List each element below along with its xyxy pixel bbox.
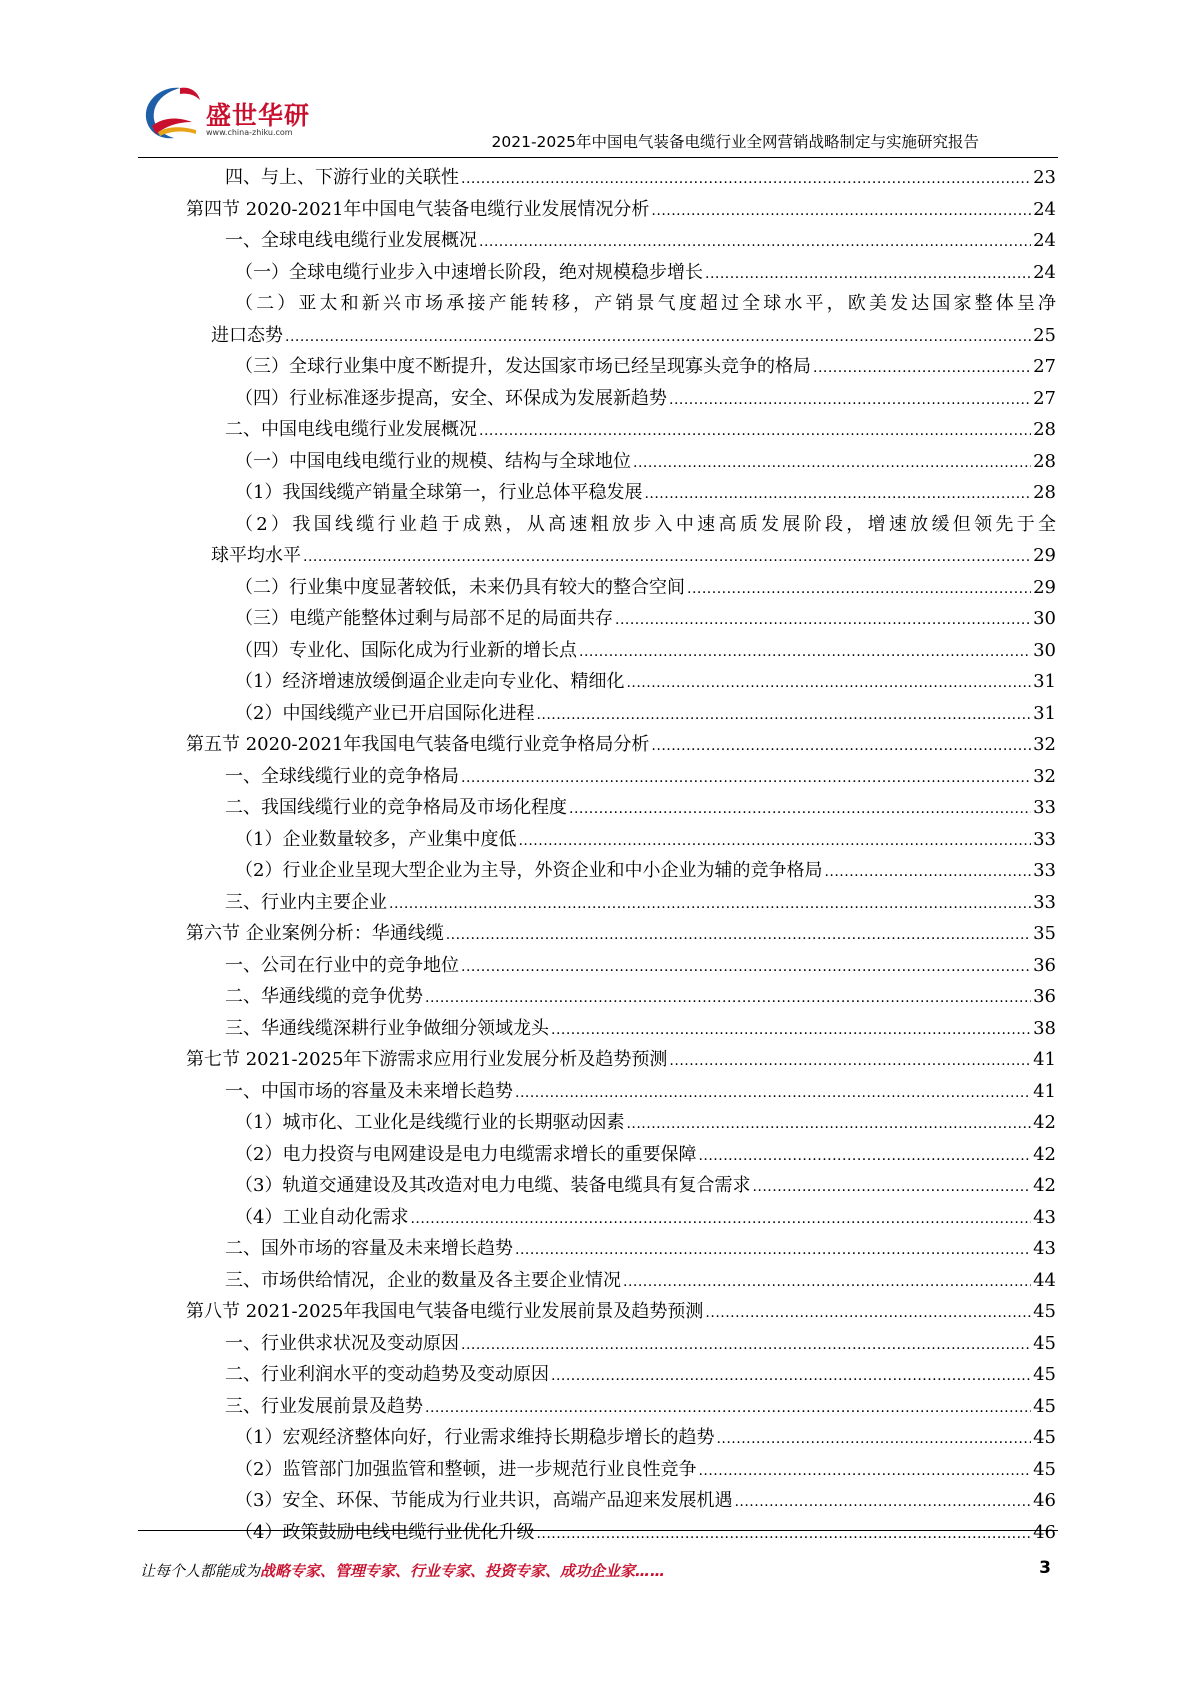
toc-page-number: 29 xyxy=(1033,545,1056,566)
toc-entry[interactable] xyxy=(186,1454,1056,1486)
toc-entry[interactable] xyxy=(186,855,1056,887)
toc-entry[interactable] xyxy=(186,1391,1056,1423)
footer-slogan xyxy=(140,1560,665,1581)
toc-leader-dots xyxy=(615,605,1031,637)
toc-page-number: 41 xyxy=(1033,1049,1056,1070)
toc-entry-title: 三、行业内主要企业 xyxy=(225,891,387,913)
toc-page-number: 43 xyxy=(1033,1206,1056,1228)
footer-divider xyxy=(138,1530,1058,1531)
toc-entry-title: 二、国外市场的容量及未来增长趋势 xyxy=(225,1238,513,1259)
toc-page-number: 43 xyxy=(1033,1238,1056,1259)
toc-entry[interactable] xyxy=(186,729,1056,761)
toc-leader-dots xyxy=(813,353,1031,385)
table-of-contents xyxy=(186,162,1056,1548)
toc-leader-dots xyxy=(669,1046,1031,1078)
toc-leader-dots xyxy=(569,794,1031,826)
toc-entry[interactable] xyxy=(186,383,1056,415)
toc-entry-title: （1）企业数量较多，产业集中度低 xyxy=(235,828,517,850)
toc-page-number: 24 xyxy=(1033,230,1056,251)
toc-page-number: 32 xyxy=(1033,765,1056,787)
toc-entry-title: （4）政策鼓励电线电缆行业优化升级 xyxy=(235,1521,535,1543)
toc-entry-title: 四、与上、下游行业的关联性 xyxy=(225,167,459,188)
toc-page-number: 28 xyxy=(1033,419,1056,440)
toc-page-number: 24 xyxy=(1033,198,1056,220)
toc-page-number: 27 xyxy=(1033,387,1056,409)
toc-page-number: 33 xyxy=(1033,797,1056,818)
toc-page-number: 32 xyxy=(1033,734,1056,755)
toc-entry-title: （4）工业自动化需求 xyxy=(235,1206,409,1228)
toc-leader-dots xyxy=(705,259,1031,291)
toc-leader-dots xyxy=(389,889,1031,921)
toc-page-number: 45 xyxy=(1033,1301,1056,1322)
page-number: 3 xyxy=(1039,1558,1051,1578)
toc-page-number: 36 xyxy=(1033,954,1056,976)
toc-entry[interactable] xyxy=(186,1265,1056,1297)
toc-entry[interactable] xyxy=(186,446,1056,478)
toc-leader-dots xyxy=(285,322,1031,354)
toc-entry-title-continued: 进口态势 xyxy=(211,324,283,346)
toc-leader-dots xyxy=(752,1172,1031,1204)
toc-page-number: 25 xyxy=(1033,324,1056,346)
toc-page-number: 30 xyxy=(1033,608,1056,629)
toc-entry-title: （2）我国线缆行业趋于成熟，从高速粗放步入中速高质发展阶段，增速放缓但领先于全 xyxy=(235,513,1056,535)
toc-leader-dots xyxy=(303,542,1031,574)
toc-entry-title: 二、华通线缆的竞争优势 xyxy=(225,986,423,1007)
toc-leader-dots xyxy=(734,1487,1031,1519)
toc-entry[interactable] xyxy=(186,194,1056,226)
toc-entry[interactable] xyxy=(186,918,1056,950)
toc-entry-title: （2）中国线缆产业已开启国际化进程 xyxy=(235,702,535,724)
toc-leader-dots xyxy=(669,385,1031,417)
toc-leader-dots xyxy=(698,1456,1031,1488)
toc-entry-title: 一、全球电线电缆行业发展概况 xyxy=(225,230,477,251)
toc-leader-dots xyxy=(461,164,1031,196)
toc-entry-title: （1）宏观经济整体向好，行业需求维持长期稳步增长的趋势 xyxy=(235,1427,715,1448)
toc-entry-title: （2）行业企业呈现大型企业为主导，外资企业和中小企业为辅的竞争格局 xyxy=(235,860,823,881)
toc-entry[interactable] xyxy=(186,824,1056,856)
toc-page-number: 28 xyxy=(1033,482,1056,503)
toc-page-number: 31 xyxy=(1033,671,1056,692)
toc-entry[interactable] xyxy=(186,1202,1056,1234)
toc-entry-title: （2）电力投资与电网建设是电力电缆需求增长的重要保障 xyxy=(235,1143,697,1165)
toc-entry[interactable] xyxy=(186,572,1056,604)
toc-entry-title: 一、全球线缆行业的竞争格局 xyxy=(225,765,459,787)
toc-leader-dots xyxy=(551,1361,1031,1393)
toc-entry[interactable] xyxy=(186,1170,1056,1202)
toc-entry-title: 一、行业供求状况及变动原因 xyxy=(225,1332,459,1354)
toc-entry[interactable] xyxy=(186,1485,1056,1517)
toc-entry-title: 第五节 2020-2021年我国电气装备电缆行业竞争格局分析 xyxy=(186,734,650,755)
toc-entry-title: （2）监管部门加强监管和整顿，进一步规范行业良性竞争 xyxy=(235,1458,697,1480)
toc-entry[interactable] xyxy=(186,666,1056,698)
toc-leader-dots xyxy=(824,857,1031,889)
toc-entry-title: （1）我国线缆产销量全球第一，行业总体平稳发展 xyxy=(235,482,643,503)
toc-page-number: 23 xyxy=(1033,167,1056,188)
toc-entry[interactable] xyxy=(186,1422,1056,1454)
toc-entry[interactable] xyxy=(186,1233,1056,1265)
header-divider xyxy=(138,157,1058,158)
toc-entry-title: （3）轨道交通建设及其改造对电力电缆、装备电缆具有复合需求 xyxy=(235,1175,751,1196)
toc-entry-title: （四）行业标准逐步提高，安全、环保成为发展新趋势 xyxy=(235,387,667,409)
toc-entry[interactable] xyxy=(186,1044,1056,1076)
toc-page-number: 35 xyxy=(1033,923,1056,944)
toc-page-number: 42 xyxy=(1033,1143,1056,1165)
toc-leader-dots xyxy=(425,983,1031,1015)
toc-page-number: 36 xyxy=(1033,986,1056,1007)
toc-entry-title: 一、中国市场的容量及未来增长趋势 xyxy=(225,1080,513,1102)
page-header xyxy=(0,0,1191,160)
toc-leader-dots xyxy=(425,1393,1031,1425)
toc-leader-dots xyxy=(651,196,1031,228)
toc-leader-dots xyxy=(651,731,1031,763)
report-title: 2021-2025年中国电气装备电缆行业全网营销战略制定与实施研究报告 xyxy=(491,133,979,151)
toc-page-number: 46 xyxy=(1033,1490,1056,1511)
toc-entry[interactable] xyxy=(186,351,1056,383)
toc-page-number: 45 xyxy=(1033,1458,1056,1480)
toc-entry-title: （二）亚太和新兴市场承接产能转移，产销景气度超过全球水平，欧美发达国家整体呈净 xyxy=(235,293,1056,314)
toc-page-number: 27 xyxy=(1033,356,1056,377)
toc-entry[interactable] xyxy=(186,981,1056,1013)
toc-leader-dots xyxy=(698,1141,1031,1173)
toc-entry-title: 三、华通线缆深耕行业争做细分领域龙头 xyxy=(225,1017,549,1039)
toc-entry[interactable] xyxy=(186,257,1056,289)
toc-entry[interactable] xyxy=(186,288,1056,351)
toc-entry[interactable] xyxy=(186,1359,1056,1391)
toc-page-number: 33 xyxy=(1033,891,1056,913)
toc-page-number: 42 xyxy=(1033,1175,1056,1196)
toc-page-number: 46 xyxy=(1033,1521,1056,1543)
toc-page-number: 33 xyxy=(1033,828,1056,850)
toc-page-number: 30 xyxy=(1033,639,1056,661)
toc-leader-dots xyxy=(633,448,1031,480)
toc-entry-title: 二、我国线缆行业的竞争格局及市场化程度 xyxy=(225,797,567,818)
toc-leader-dots xyxy=(479,416,1031,448)
toc-leader-dots xyxy=(515,1078,1031,1110)
toc-leader-dots xyxy=(536,700,1031,732)
toc-page-number: 45 xyxy=(1033,1332,1056,1354)
toc-entry[interactable] xyxy=(186,698,1056,730)
toc-leader-dots xyxy=(626,668,1031,700)
toc-entry[interactable] xyxy=(186,635,1056,667)
toc-entry-title: （3）安全、环保、节能成为行业共识，高端产品迎来发展机遇 xyxy=(235,1490,733,1511)
toc-page-number: 45 xyxy=(1033,1427,1056,1448)
toc-page-number: 28 xyxy=(1033,450,1056,472)
toc-entry-title: 第四节 2020-2021年中国电气装备电缆行业发展情况分析 xyxy=(186,198,650,220)
toc-entry-title: （四）专业化、国际化成为行业新的增长点 xyxy=(235,639,577,661)
toc-entry[interactable] xyxy=(186,1296,1056,1328)
toc-page-number: 45 xyxy=(1033,1395,1056,1417)
toc-entry[interactable] xyxy=(186,792,1056,824)
toc-leader-dots xyxy=(410,1204,1031,1236)
toc-entry-title: （1）经济增速放缓倒逼企业走向专业化、精细化 xyxy=(235,671,625,692)
toc-entry[interactable] xyxy=(186,1517,1056,1549)
toc-entry[interactable] xyxy=(186,162,1056,194)
toc-entry-title: （三）全球行业集中度不断提升，发达国家市场已经呈现寡头竞争的格局 xyxy=(235,356,811,377)
footer-slogan-accent: 战略专家、管理专家、行业专家、投资专家、成功企业家…… xyxy=(260,1562,666,1580)
toc-entry[interactable] xyxy=(186,1107,1056,1139)
toc-entry[interactable] xyxy=(186,950,1056,982)
toc-leader-dots xyxy=(626,1109,1031,1141)
toc-entry-title: 三、市场供给情况，企业的数量及各主要企业情况 xyxy=(225,1269,621,1291)
toc-page-number: 38 xyxy=(1033,1017,1056,1039)
toc-entry[interactable] xyxy=(186,414,1056,446)
toc-leader-dots xyxy=(446,920,1031,952)
toc-entry-title: （三）电缆产能整体过剩与局部不足的局面共存 xyxy=(235,608,613,629)
toc-entry[interactable] xyxy=(186,1139,1056,1171)
toc-leader-dots xyxy=(644,479,1031,511)
toc-entry[interactable] xyxy=(186,477,1056,509)
toc-leader-dots xyxy=(551,1015,1031,1047)
toc-entry[interactable] xyxy=(186,761,1056,793)
toc-entry-title: （一）全球电缆行业步入中速增长阶段，绝对规模稳步增长 xyxy=(235,261,703,283)
toc-leader-dots xyxy=(515,1235,1031,1267)
logo-url: www.china-zhiku.com xyxy=(206,128,293,137)
toc-entry-title: 二、行业利润水平的变动趋势及变动原因 xyxy=(225,1364,549,1385)
toc-entry[interactable] xyxy=(186,509,1056,572)
toc-entry[interactable] xyxy=(186,603,1056,635)
toc-entry-title: （二）行业集中度显著较低，未来仍具有较大的整合空间 xyxy=(235,576,685,598)
toc-entry[interactable] xyxy=(186,1328,1056,1360)
toc-entry[interactable] xyxy=(186,1076,1056,1108)
toc-entry-title-continued: 球平均水平 xyxy=(211,545,301,566)
toc-entry-title: 第七节 2021-2025年下游需求应用行业发展分析及趋势预测 xyxy=(186,1049,668,1070)
toc-leader-dots xyxy=(716,1424,1031,1456)
toc-entry[interactable] xyxy=(186,225,1056,257)
toc-entry-title: （一）中国电线电缆行业的规模、结构与全球地位 xyxy=(235,450,631,472)
toc-page-number: 41 xyxy=(1033,1080,1056,1102)
toc-leader-dots xyxy=(623,1267,1031,1299)
toc-page-number: 29 xyxy=(1033,576,1056,598)
toc-entry-title: 第八节 2021-2025年我国电气装备电缆行业发展前景及趋势预测 xyxy=(186,1301,704,1322)
toc-leader-dots xyxy=(479,227,1031,259)
toc-leader-dots xyxy=(579,637,1031,669)
toc-page-number: 42 xyxy=(1033,1112,1056,1133)
toc-page-number: 44 xyxy=(1033,1269,1056,1291)
toc-leader-dots xyxy=(461,1330,1031,1362)
toc-entry-title: 一、公司在行业中的竞争地位 xyxy=(225,954,459,976)
toc-entry-title: （1）城市化、工业化是线缆行业的长期驱动因素 xyxy=(235,1112,625,1133)
toc-page-number: 33 xyxy=(1033,860,1056,881)
toc-entry-title: 三、行业发展前景及趋势 xyxy=(225,1395,423,1417)
toc-entry[interactable] xyxy=(186,1013,1056,1045)
toc-page-number: 24 xyxy=(1033,261,1056,283)
toc-page-number: 45 xyxy=(1033,1364,1056,1385)
toc-leader-dots xyxy=(705,1298,1031,1330)
toc-leader-dots xyxy=(461,952,1031,984)
toc-leader-dots xyxy=(687,574,1031,606)
toc-entry-title: 第六节 企业案例分析：华通线缆 xyxy=(186,923,444,944)
toc-entry-title: 二、中国电线电缆行业发展概况 xyxy=(225,419,477,440)
toc-entry[interactable] xyxy=(186,887,1056,919)
toc-leader-dots xyxy=(536,1519,1031,1551)
toc-leader-dots xyxy=(518,826,1031,858)
toc-leader-dots xyxy=(461,763,1031,795)
toc-page-number: 31 xyxy=(1033,702,1056,724)
footer-slogan-lead: 让每个人都能成为 xyxy=(140,1562,261,1580)
logo-name: 盛世华研 xyxy=(206,101,311,130)
